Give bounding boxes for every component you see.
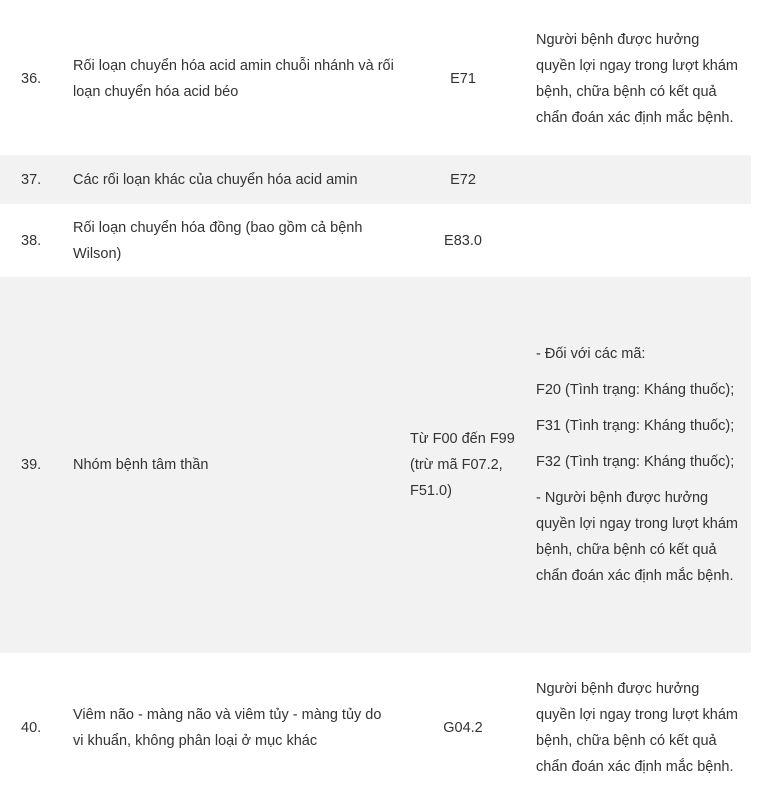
row-number: 39. xyxy=(0,277,58,653)
note-paragraph: - Người bệnh được hưởng quyền lợi ngay trong lượt khám bệnh, chữa bệnh có kết quả chẩn đoán xác định mắc bệnh. xyxy=(536,490,739,584)
note-paragraph: Người bệnh được hưởng quyền lợi ngay trong lượt khám bệnh, chữa bệnh có kết quả chẩn đoán xác định mắc bệnh. xyxy=(536,681,739,775)
disease-name: Viêm não - màng não và viêm tủy - màng tủy do vi khuẩn, không phân loại ở mục khác xyxy=(58,653,404,803)
row-number: 36. xyxy=(0,3,58,155)
note-paragraph: Người bệnh được hưởng quyền lợi ngay trong lượt khám bệnh, chữa bệnh có kết quả chẩn đoán xác định mắc bệnh. xyxy=(536,32,739,126)
benefit-note xyxy=(522,155,751,204)
table-row xyxy=(0,3,751,155)
benefit-note xyxy=(522,3,751,155)
row-number: 40. xyxy=(0,653,58,803)
disease-name: Các rối loạn khác của chuyển hóa acid amin xyxy=(58,155,404,204)
disease-name: Rối loạn chuyển hóa đồng (bao gồm cả bệnh Wilson) xyxy=(58,204,404,277)
row-number: 37. xyxy=(0,155,58,204)
note-paragraph: F32 (Tình trạng: Kháng thuốc); xyxy=(536,454,735,470)
benefit-note xyxy=(522,653,751,803)
benefit-note xyxy=(522,204,751,277)
benefit-note xyxy=(522,277,751,653)
icd-code xyxy=(404,277,522,653)
row-number: 38. xyxy=(0,204,58,277)
icd-code-text: E72 xyxy=(450,171,476,188)
disease-table xyxy=(0,3,751,803)
note-paragraph: F31 (Tình trạng: Kháng thuốc); xyxy=(536,418,735,434)
icd-code-text: G04.2 xyxy=(443,720,483,736)
disease-name: Nhóm bệnh tâm thần xyxy=(58,277,404,653)
note-paragraph: - Đối với các mã: xyxy=(536,346,646,362)
table-row xyxy=(0,277,751,653)
icd-code-text: E83.0 xyxy=(444,232,482,249)
table-row xyxy=(0,155,751,204)
note-paragraph: F20 (Tình trạng: Kháng thuốc); xyxy=(536,382,735,398)
table-row xyxy=(0,204,751,277)
icd-code xyxy=(404,204,522,277)
icd-code-text: Từ F00 đến F99 (trừ mã F07.2, F51.0) xyxy=(410,431,515,499)
icd-code-text: E71 xyxy=(450,71,476,87)
table-row xyxy=(0,653,751,803)
icd-code xyxy=(404,3,522,155)
icd-code xyxy=(404,653,522,803)
disease-name: Rối loạn chuyển hóa acid amin chuỗi nhánh và rối loạn chuyển hóa acid béo xyxy=(58,3,404,155)
icd-code xyxy=(404,155,522,204)
